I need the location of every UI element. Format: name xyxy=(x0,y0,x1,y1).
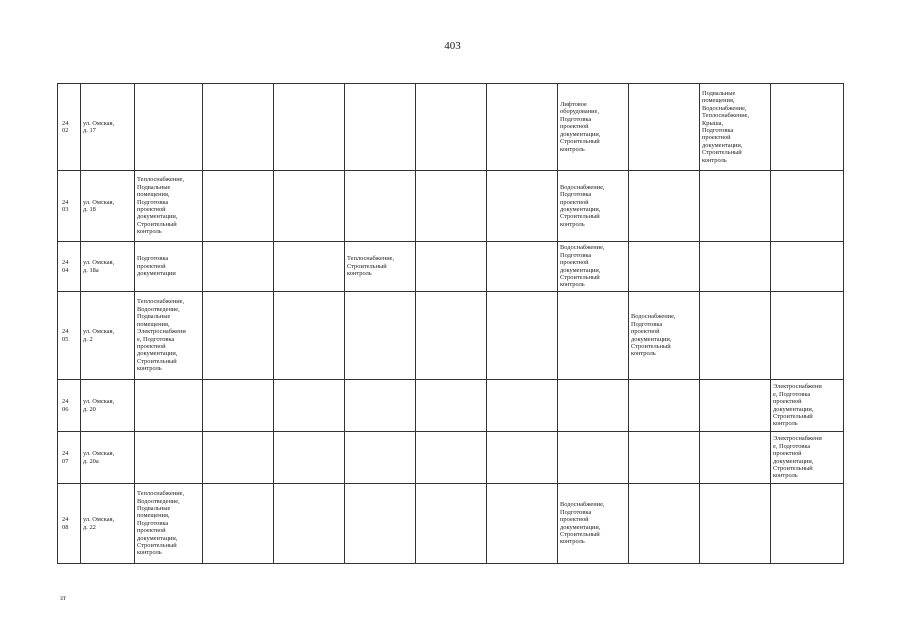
work-cell-9 xyxy=(700,242,771,292)
work-cell-2 xyxy=(203,171,274,242)
work-cell-1 xyxy=(135,380,203,432)
work-cell-10 xyxy=(771,171,844,242)
work-cell-7: Водоснабжение, Подготовка проектной документации, Строительный контроль xyxy=(558,484,629,564)
work-cell-3 xyxy=(274,292,345,380)
work-cell-3 xyxy=(274,432,345,484)
work-cell-7 xyxy=(558,432,629,484)
work-cell-5 xyxy=(416,292,487,380)
work-cell-8 xyxy=(629,484,700,564)
work-cell-9 xyxy=(700,380,771,432)
work-cell-7 xyxy=(558,380,629,432)
table-row xyxy=(58,292,844,380)
work-cell-10 xyxy=(771,292,844,380)
work-cell-6 xyxy=(487,84,558,171)
address-cell: ул. Омская, д. 22 xyxy=(81,484,135,564)
work-cell-1: Подготовка проектной документации xyxy=(135,242,203,292)
work-cell-2 xyxy=(203,84,274,171)
address-cell: ул. Омская, д. 20 xyxy=(81,380,135,432)
work-cell-2 xyxy=(203,432,274,484)
work-cell-4 xyxy=(345,432,416,484)
work-cell-5 xyxy=(416,484,487,564)
work-cell-3 xyxy=(274,484,345,564)
table-body xyxy=(58,84,844,564)
work-cell-9 xyxy=(700,432,771,484)
work-cell-2 xyxy=(203,380,274,432)
work-cell-7: Водоснабжение, Подготовка проектной документации, Строительный контроль xyxy=(558,242,629,292)
address-cell: ул. Омская, д. 18а xyxy=(81,242,135,292)
table-row xyxy=(58,380,844,432)
work-cell-8 xyxy=(629,242,700,292)
row-number: 24 05 xyxy=(58,292,81,380)
work-cell-9 xyxy=(700,292,771,380)
address-cell: ул. Омская, д. 17 xyxy=(81,84,135,171)
work-cell-5 xyxy=(416,242,487,292)
table-row xyxy=(58,484,844,564)
work-cell-1 xyxy=(135,84,203,171)
work-cell-8: Водоснабжение, Подготовка проектной документации, Строительный контроль xyxy=(629,292,700,380)
work-cell-2 xyxy=(203,292,274,380)
work-cell-8 xyxy=(629,171,700,242)
table-row xyxy=(58,432,844,484)
row-number: 24 04 xyxy=(58,242,81,292)
work-cell-10 xyxy=(771,242,844,292)
table-row xyxy=(58,84,844,171)
address-cell: ул. Омская, д. 18 xyxy=(81,171,135,242)
work-cell-8 xyxy=(629,432,700,484)
work-cell-10: Электроснабжени е, Подготовка проектной документации, Строительный контроль xyxy=(771,380,844,432)
work-cell-8 xyxy=(629,84,700,171)
work-cell-9: Подвальные помещения, Водоснабжение, Теплоснабжение, Крыша, Подготовка проектной документации, Строительный контроль xyxy=(700,84,771,171)
work-cell-5 xyxy=(416,432,487,484)
work-cell-3 xyxy=(274,84,345,171)
row-number: 24 06 xyxy=(58,380,81,432)
work-cell-2 xyxy=(203,242,274,292)
row-number: 24 03 xyxy=(58,171,81,242)
work-cell-7: Лифтовое оборудование, Подготовка проектной документации, Строительный контроль xyxy=(558,84,629,171)
address-cell: ул. Омская, д. 2 xyxy=(81,292,135,380)
work-cell-3 xyxy=(274,171,345,242)
row-number: 24 08 xyxy=(58,484,81,564)
work-cell-6 xyxy=(487,380,558,432)
work-cell-4 xyxy=(345,171,416,242)
work-cell-9 xyxy=(700,484,771,564)
work-cell-1 xyxy=(135,432,203,484)
work-cell-4 xyxy=(345,484,416,564)
table-row xyxy=(58,171,844,242)
work-cell-7: Водоснабжение, Подготовка проектной документации, Строительный контроль xyxy=(558,171,629,242)
work-cell-10 xyxy=(771,84,844,171)
page-number: 403 xyxy=(444,40,461,52)
row-number: 24 02 xyxy=(58,84,81,171)
work-cell-3 xyxy=(274,242,345,292)
footer-mark: зт xyxy=(60,594,66,602)
work-cell-4: Теплоснабжение, Строительный контроль xyxy=(345,242,416,292)
work-cell-10: Электроснабжени е, Подготовка проектной документации, Строительный контроль xyxy=(771,432,844,484)
work-cell-5 xyxy=(416,380,487,432)
work-cell-6 xyxy=(487,292,558,380)
work-cell-1: Теплоснабжение, Водоотведение, Подвальные помещения, Электроснабжени е, Подготовка проектной документации, Строительный контроль xyxy=(135,292,203,380)
work-cell-4 xyxy=(345,380,416,432)
work-cell-10 xyxy=(771,484,844,564)
work-cell-3 xyxy=(274,380,345,432)
work-cell-7 xyxy=(558,292,629,380)
table-row xyxy=(58,242,844,292)
work-cell-9 xyxy=(700,171,771,242)
work-cell-1: Теплоснабжение, Подвальные помещения, Подготовка проектной документации, Строительный контроль xyxy=(135,171,203,242)
row-number: 24 07 xyxy=(58,432,81,484)
work-cell-6 xyxy=(487,484,558,564)
works-table xyxy=(57,83,844,564)
work-cell-4 xyxy=(345,292,416,380)
work-cell-8 xyxy=(629,380,700,432)
work-cell-5 xyxy=(416,171,487,242)
work-cell-1: Теплоснабжение, Водоотведение, Подвальные помещения, Подготовка проектной документации, Строительный контроль xyxy=(135,484,203,564)
work-cell-6 xyxy=(487,432,558,484)
work-cell-6 xyxy=(487,171,558,242)
work-cell-5 xyxy=(416,84,487,171)
work-cell-4 xyxy=(345,84,416,171)
address-cell: ул. Омская, д. 20а xyxy=(81,432,135,484)
work-cell-2 xyxy=(203,484,274,564)
work-cell-6 xyxy=(487,242,558,292)
